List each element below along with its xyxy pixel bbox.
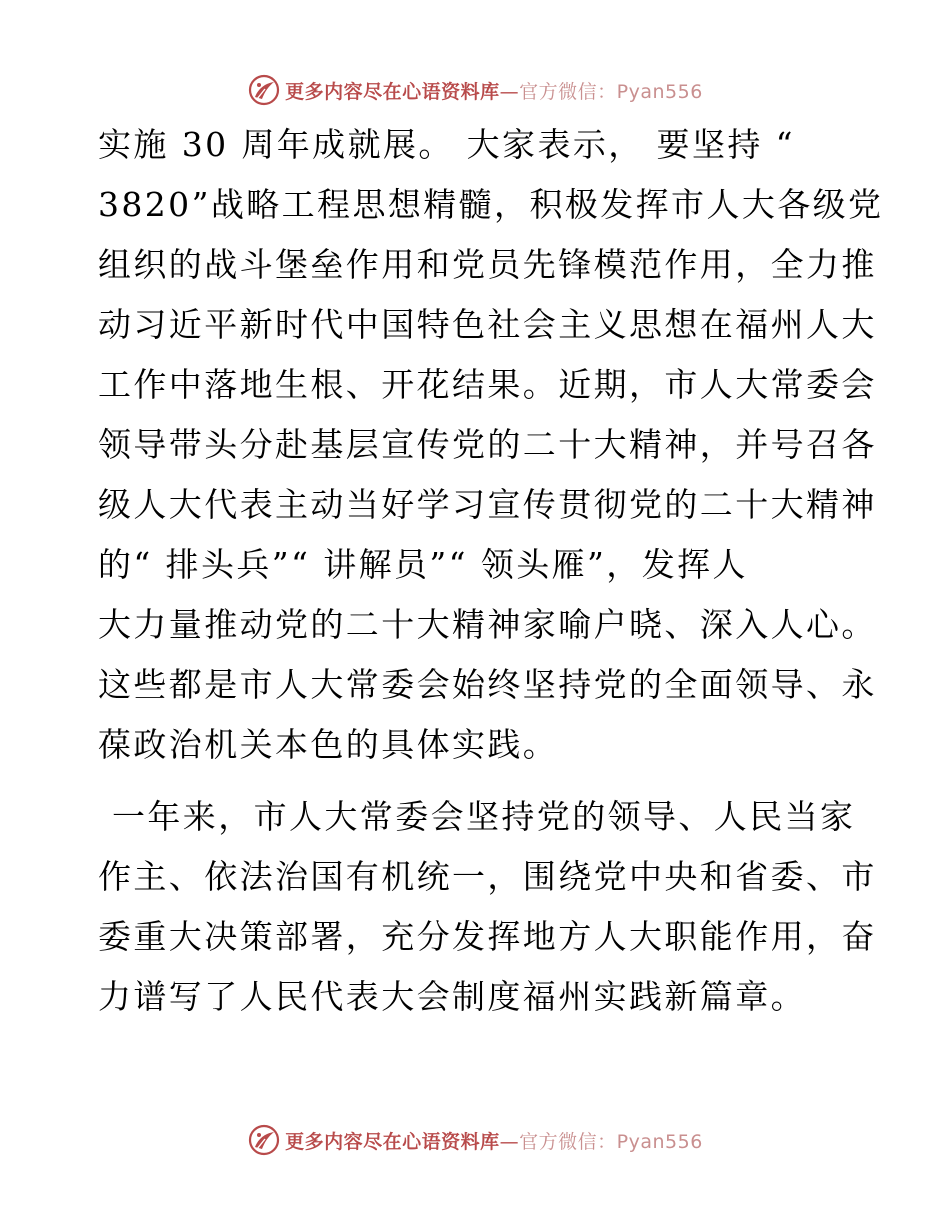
text-line: 领导带头分赴基层宣传党的二十大精神，并号召各: [98, 425, 877, 464]
text-line: 这些都是市人大常委会始终坚持党的全面领导、永: [98, 665, 877, 704]
text-line: 大力量推动党的二十大精神家喻户晓、深入人心。: [98, 605, 877, 644]
text-line: 作主、依法治国有机统一，围绕党中央和省委、市: [98, 857, 877, 896]
text-line: 葆政治机关本色的具体实践。: [98, 725, 559, 764]
text-line: 委重大决策部署，充分发挥地方人大职能作用，奋: [98, 917, 877, 956]
text-line: 一年来，市人大常委会坚持党的领导、人民当家: [112, 797, 856, 836]
text-line: 实施 30 周年成就展。 大家表示， 要坚持 “: [98, 125, 795, 164]
header-banner-main: 更多内容尽在心语资料库: [285, 80, 500, 103]
document-body: [98, 115, 884, 1027]
paragraph-1: [98, 115, 884, 775]
text-line: 动习近平新时代中国特色社会主义思想在福州人大: [98, 305, 877, 344]
text-line: 组织的战斗堡垒作用和党员先锋模范作用，全力推: [98, 245, 877, 284]
paragraph-2: [98, 787, 877, 1027]
footer-banner-separator: —: [499, 1130, 520, 1153]
text-line: 力谱写了人民代表大会制度福州实践新篇章。: [98, 977, 806, 1016]
footer-banner: [0, 1120, 950, 1160]
footer-banner-suffix: 官方微信：Pyan556: [519, 1130, 703, 1153]
header-banner: [0, 70, 950, 110]
text-line: 3820”战略工程思想精髓，积极发挥市人大各级党: [98, 185, 884, 224]
header-banner-separator: —: [499, 80, 520, 103]
footer-banner-text: [285, 1127, 703, 1154]
brand-logo-icon: [247, 73, 281, 107]
header-banner-text: [285, 77, 703, 104]
brand-logo-icon: [247, 1123, 281, 1157]
text-line: 工作中落地生根、开花结果。近期，市人大常委会: [98, 365, 877, 404]
text-line: 级人大代表主动当好学习宣传贯彻党的二十大精神: [98, 485, 877, 524]
text-line: 的“ 排头兵”“ 讲解员”“ 领头雁”，发挥人: [98, 545, 748, 584]
footer-banner-main: 更多内容尽在心语资料库: [285, 1130, 500, 1153]
header-banner-suffix: 官方微信：Pyan556: [519, 80, 703, 103]
paragraph-gap: [98, 775, 858, 787]
